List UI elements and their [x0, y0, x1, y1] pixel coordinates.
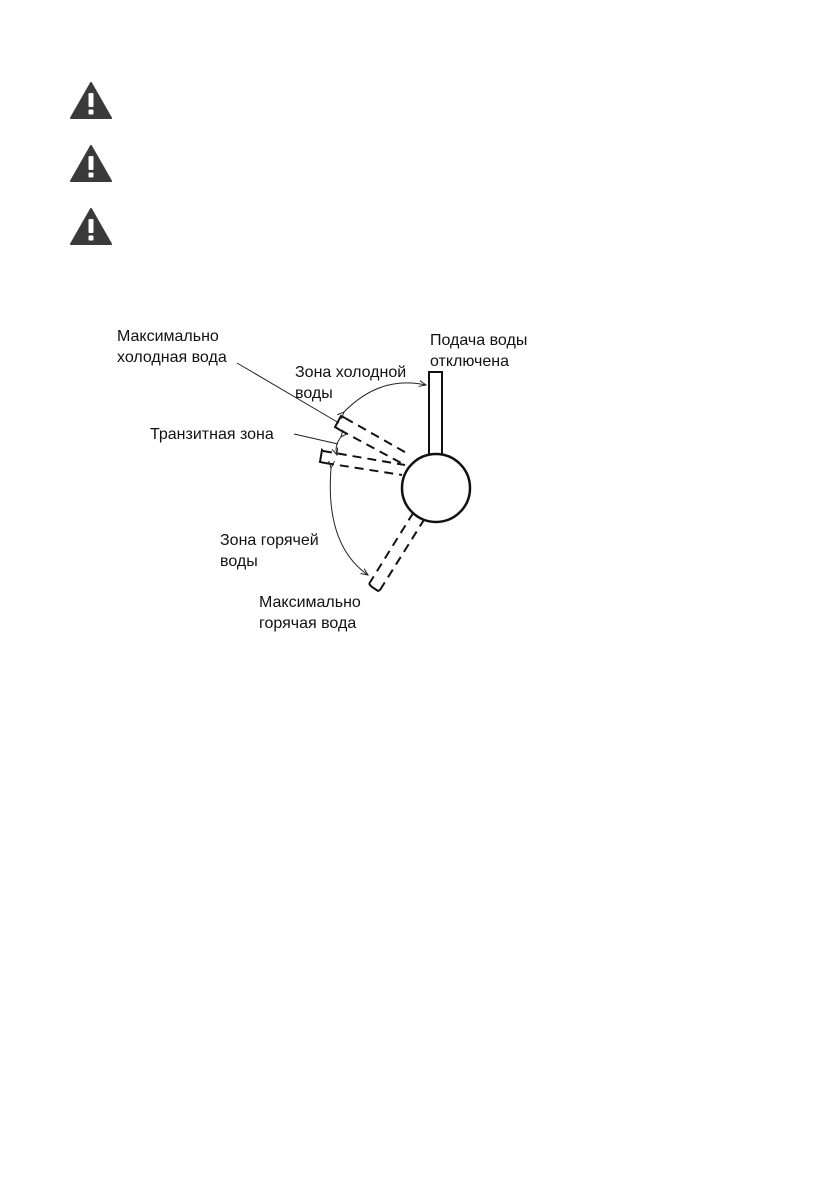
- lever-max-hot-position: [369, 510, 427, 591]
- lever-off-position: [429, 372, 442, 455]
- label-water-off: Подача воды: [430, 332, 528, 349]
- label-water-off: отключена: [430, 353, 510, 370]
- transit-leader-line: [294, 434, 338, 444]
- label-cold-zone: Зона холодной: [295, 364, 407, 381]
- mixer-lever-diagram: [103, 322, 563, 642]
- hot-zone-arc: [330, 468, 368, 575]
- lever-max-cold-position: [335, 416, 410, 465]
- mixer-body-circle: [402, 454, 470, 522]
- lever-transit-position: [320, 450, 405, 475]
- warning-triangle-icon: [70, 82, 112, 119]
- transit-zone-arc: [336, 437, 341, 455]
- warning-triangle-icon: [70, 208, 112, 245]
- label-max-cold: Максимально: [117, 328, 219, 345]
- label-hot-zone: воды: [220, 553, 258, 570]
- label-max-hot: горячая вода: [259, 615, 357, 632]
- label-max-cold: холодная вода: [117, 349, 227, 366]
- label-transit-zone: Транзитная зона: [150, 426, 274, 443]
- cold-zone-arc: [344, 383, 426, 412]
- label-cold-zone: воды: [295, 385, 333, 402]
- label-max-hot: Максимально: [259, 594, 361, 611]
- warning-triangle-icon: [70, 145, 112, 182]
- label-hot-zone: Зона горячей: [220, 532, 319, 549]
